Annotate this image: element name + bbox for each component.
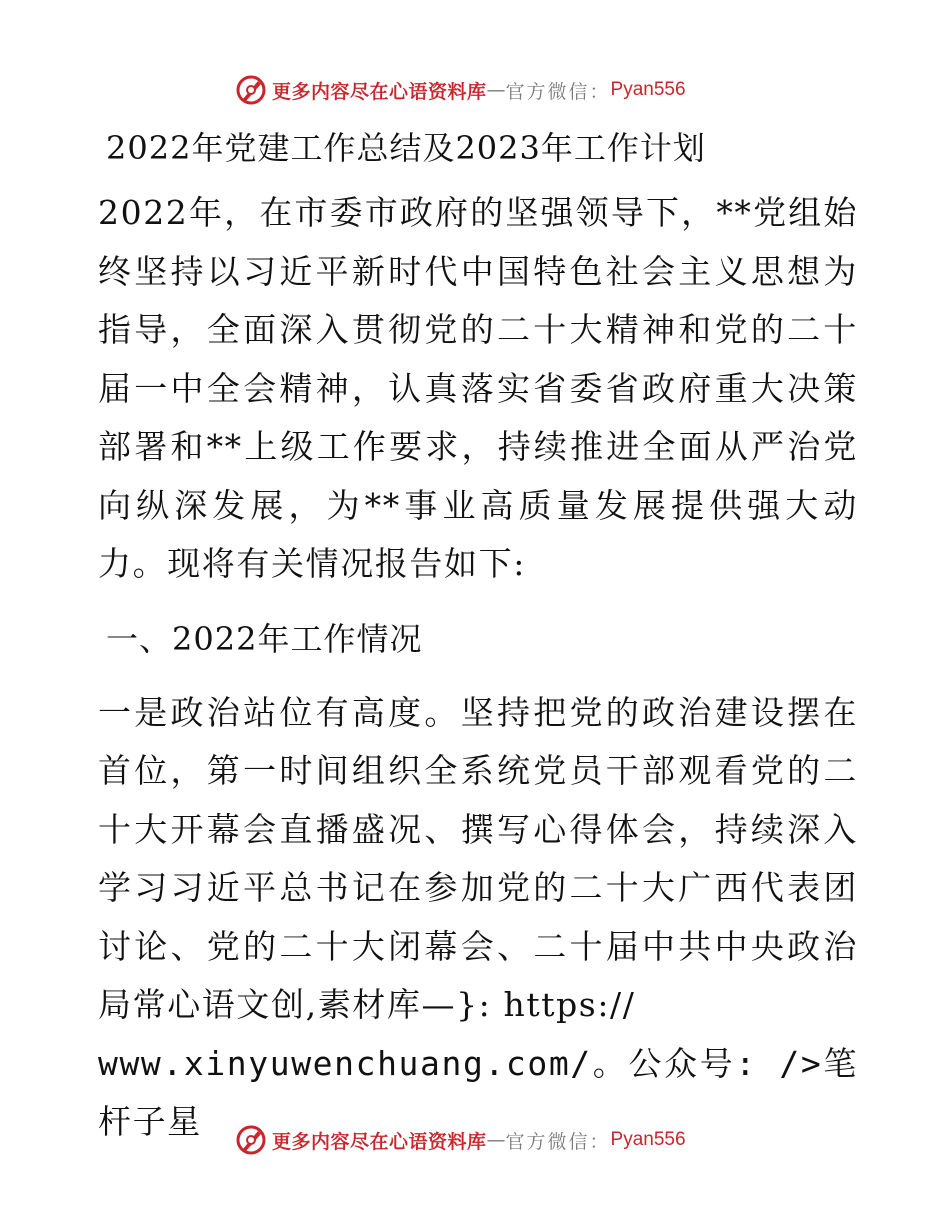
banner-brand-text: 更多内容尽在心语资料库 bbox=[272, 80, 487, 103]
banner-official-label: 官方微信： bbox=[505, 1130, 611, 1153]
banner-official-label: 官方微信： bbox=[505, 80, 611, 103]
document-title: 2022年党建工作总结及2023年工作计划 bbox=[106, 129, 706, 167]
footer-watermark-banner bbox=[234, 1120, 686, 1160]
banner-dash: — bbox=[486, 79, 506, 101]
section-heading: 一、2022年工作情况 bbox=[106, 619, 423, 658]
brand-logo-icon bbox=[234, 73, 268, 107]
section-url-line: www.xinyuwenchuang.com/。公众号: />笔杆子星 bbox=[98, 1043, 858, 1141]
section-paragraph: 一是政治站位有高度。坚持把党的政治建设摆在首位，第一时间组织全系统党员干部观看党的二十大开幕会直播盛况、撰写心得体会，持续深入学习习近平总书记在参加党的二十大广西代表团讨论、党的二十大闭幕会、二十届中共中央政治局常心语文创,素材库—}: https:// bbox=[98, 692, 858, 1024]
header-watermark-banner bbox=[234, 70, 686, 110]
document-body bbox=[98, 122, 858, 1170]
banner-wechat-id: Pyan556 bbox=[610, 79, 686, 100]
banner-dash: — bbox=[486, 1129, 506, 1151]
banner-brand-text: 更多内容尽在心语资料库 bbox=[272, 1130, 487, 1153]
intro-paragraph: 2022年，在市委市政府的坚强领导下，**党组始终坚持以习近平新时代中国特色社会主义思想为指导，全面深入贯彻党的二十大精神和党的二十届一中全会精神，认真落实省委省政府重大决策部署和**上级工作要求，持续推进全面从严治党向纵深发展，为**事业高质量发展提供强大动力。现将有关情况报告如下: bbox=[98, 193, 858, 583]
brand-logo-icon bbox=[234, 1123, 268, 1157]
banner-wechat-id: Pyan556 bbox=[610, 1129, 686, 1150]
